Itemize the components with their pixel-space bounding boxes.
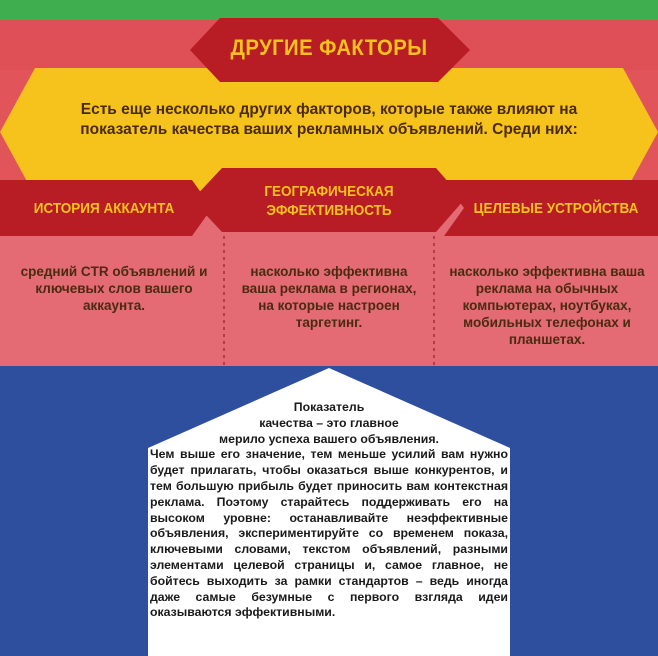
conclusion-heading-line1: Показатель	[293, 400, 365, 414]
conclusion-body: Чем выше его значение, тем меньше усилий вам нужно будет прилагать, чтобы оказаться выше конкурентов, и тем большую прибыль будет приносить вам контекстная реклама. Поэтому старайтесь поддерживать его на высоком уровне: останавливайте неэффективные объявления, экспериментируйте со временем показа, ключевыми словами, текстом объявлений, разными элементами целевой страницы и, самое главное, не бойтесь выходить за рамки стандартов – ведь иногда даже самые безумные с первого взгляда идеи оказываются эффективными.	[150, 447, 508, 620]
conclusion-text	[150, 400, 508, 621]
factor-desc-geo-efficiency: насколько эффективна ваша реклама в регионах, на которые настроен таргетинг.	[241, 264, 417, 330]
factor-desc-account-history: средний CTR объявлений и ключевых слов вашего аккаунта.	[20, 264, 208, 313]
conclusion-heading	[150, 400, 508, 447]
factor-desc-target-devices: насколько эффективна ваша реклама на обычных компьютерах, ноутбуках, мобильных телефонах и планшетах.	[449, 264, 645, 347]
top-green-band	[0, 0, 658, 20]
conclusion-heading-line2: качества – это главное	[259, 415, 399, 430]
factor-label-geo-efficiency: ГЕОГРАФИЧЕСКАЯ ЭФФЕКТИВНОСТЬ	[264, 183, 394, 219]
factor-label-target-devices: ЦЕЛЕВЫЕ УСТРОЙСТВА	[473, 199, 639, 217]
factor-label-account-history: ИСТОРИЯ АККАУНТА	[33, 199, 175, 217]
conclusion-heading-line3: мерило успеха вашего объявления.	[219, 431, 439, 446]
intro-text: Есть еще несколько других факторов, которые также влияют на показатель качества ваших рекламных объявлений. Среди них:	[80, 101, 578, 138]
page-title: ДРУГИЕ ФАКТОРЫ	[230, 35, 428, 60]
